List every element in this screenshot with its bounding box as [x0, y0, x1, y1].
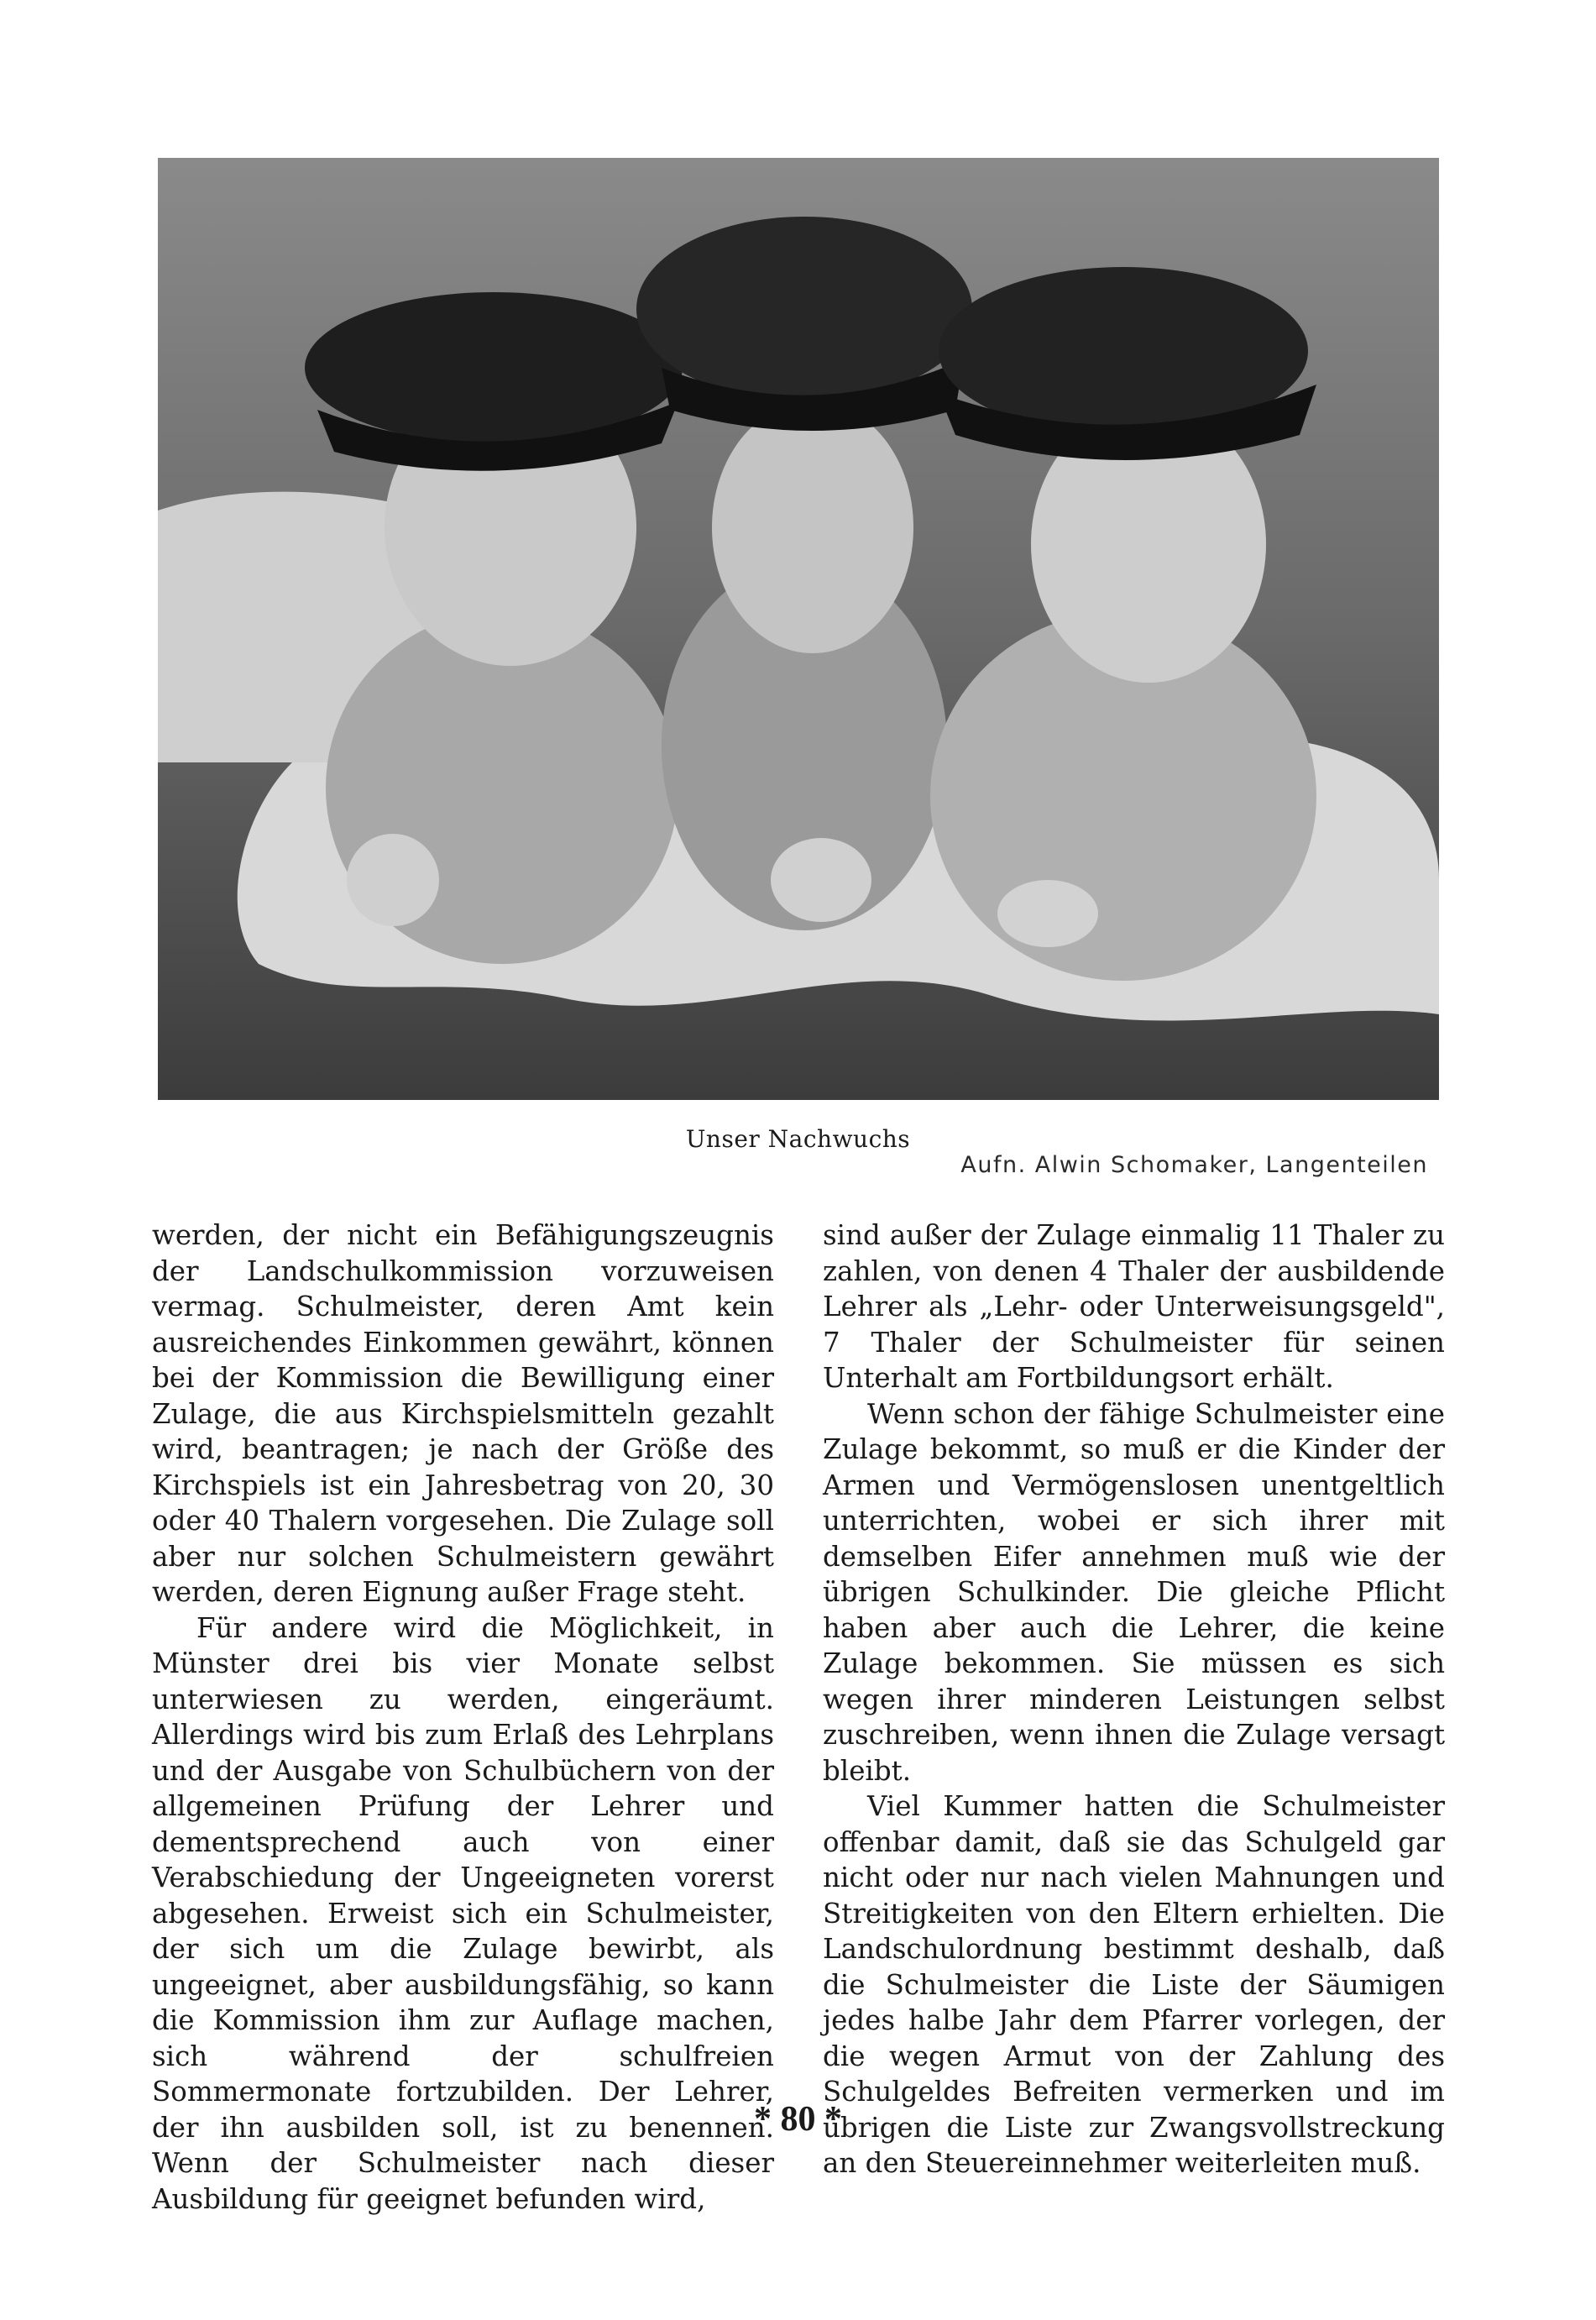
child-middle-hands: [771, 838, 871, 922]
paragraph: werden, der nicht ein Befähigungszeugnis der Landschulkommission vorzuweisen vermag. Schulmeister, deren Amt kein ausreichendes Einkommen gewährt, können bei der Kommission die Bewilligung einer Zulage, die aus Kirchspielsmitteln gezahlt wird, beantragen; je nach der Größe des Kirchspiels ist ein Jahresbetrag von 20, 30 oder 40 Thalern vorgesehen. Die Zulage soll aber nur solchen Schulmeistern gewährt werden, deren Eignung außer Frage steht.: [152, 1219, 774, 1608]
child-left-hand: [347, 834, 439, 926]
photo-three-children: [158, 158, 1439, 1100]
child-right-hand: [997, 880, 1098, 947]
text-column-left: [152, 1218, 774, 2217]
paragraph: Wenn schon der fähige Schulmeister eine Zulage bekommt, so muß er die Kinder der Armen und Vermögenslosen unentgeltlich unterrichten, wobei er sich ihrer mit demselben Eifer annehmen muß wie der übrigen Schulkinder. Die gleiche Pflicht haben aber auch die Lehrer, die keine Zulage bekommen. Sie müssen es sich wegen ihrer minderen Leistungen selbst zuschreiben, wenn ihnen die Zulage versagt bleibt.: [823, 1397, 1445, 1787]
child-middle-face: [712, 401, 913, 653]
paragraph: Für andere wird die Möglichkeit, in Münster drei bis vier Monate selbst unterwiesen zu werden, eingeräumt. Allerdings wird bis zum Erlaß des Lehrplans und der Ausgabe von Schulbüchern von der allgemeinen Prüfung der Lehrer und dementsprechend auch von einer Verabschiedung der Ungeeigneten vorerst abgesehen. Erweist sich ein Schulmeister, der sich um die Zulage bewirbt, als ungeeignet, aber ausbildungsfähig, so kann die Kommission ihm zur Auflage machen, sich während der schulfreien Sommermonate fortzubilden. Der Lehrer, der ihn ausbilden soll, ist zu benennen. Wenn der Schulmeister nach dieser Ausbildung für geeignet befunden wird,: [152, 1611, 774, 2215]
photo-credit: Aufn. Alwin Schomaker, Langenteilen: [960, 1152, 1428, 1178]
text-column-right: [823, 1218, 1445, 2181]
paragraph: Viel Kummer hatten die Schulmeister offenbar damit, daß sie das Schulgeld gar nicht oder nur nach vielen Mahnungen und Streitigkeiten von den Eltern erhielten. Die Landschulordnung bestimmt deshalb, daß die Schulmeister die Liste der Säumigen jedes halbe Jahr dem Pfarrer vorlegen, der die wegen Armut von der Zahlung des Schulgeldes Befreiten vermerken und im übrigen die Liste zur Zwangsvollstreckung an den Steuereinnehmer weiterleiten muß.: [823, 1790, 1445, 2179]
photo-caption: Unser Nachwuchs: [685, 1125, 911, 1153]
child-middle-cap: [636, 217, 972, 401]
photo-illustration: [158, 158, 1439, 1100]
paragraph: sind außer der Zulage einmalig 11 Thaler zu zahlen, von denen 4 Thaler der ausbildende Lehrer als „Lehr- oder Unterweisungsgeld", 7 Thaler der Schulmeister für seinen Unterhalt am Fortbildungsort erhält.: [823, 1219, 1445, 1394]
page-number: * 80 *: [754, 2100, 842, 2139]
